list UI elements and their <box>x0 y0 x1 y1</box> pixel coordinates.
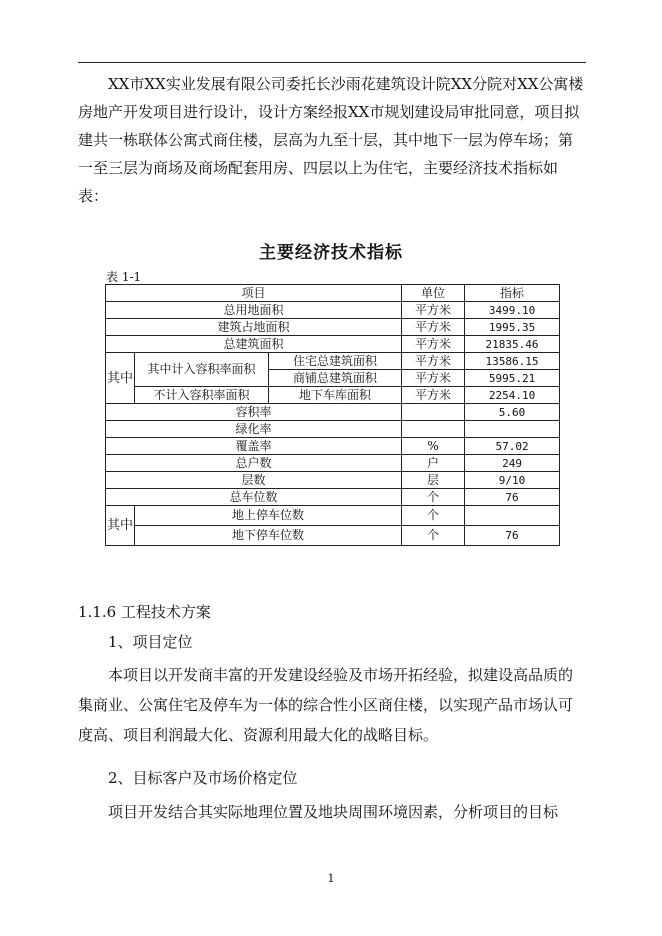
table-row <box>106 404 560 421</box>
row-unit <box>402 404 465 421</box>
header-value: 指标 <box>465 285 560 302</box>
table-row <box>106 421 560 438</box>
table-row <box>106 336 560 353</box>
row-label: 总建筑面积 <box>106 336 402 353</box>
row-unit: 个 <box>402 506 465 526</box>
header-rule <box>78 62 586 63</box>
page-number: 1 <box>327 872 335 885</box>
row-value: 57.02 <box>465 438 560 455</box>
row-value: 13586.15 <box>465 353 560 370</box>
header-unit: 单位 <box>402 285 465 302</box>
table-row <box>106 353 560 370</box>
row-unit: 平方米 <box>402 302 465 319</box>
table-row <box>106 526 560 546</box>
row-label: 覆盖率 <box>106 438 402 455</box>
row-unit: 个 <box>402 526 465 546</box>
table-row <box>106 319 560 336</box>
far-excluded-label: 不计入容积率面积 <box>135 387 269 404</box>
row-unit: % <box>402 438 465 455</box>
table-row <box>106 302 560 319</box>
row-label: 地下停车位数 <box>135 526 402 546</box>
table-row <box>106 455 560 472</box>
row-label: 住宅总建筑面积 <box>269 353 402 370</box>
row-value <box>465 506 560 526</box>
economic-indicators-table <box>105 284 560 546</box>
row-value: 249 <box>465 455 560 472</box>
row-label: 容积率 <box>106 404 402 421</box>
table-title: 主要经济技术指标 <box>259 243 403 263</box>
row-value: 1995.35 <box>465 319 560 336</box>
positioning-paragraph: 本项目以开发商丰富的开发建设经验及市场开拓经验，拟建设高品质的集商业、公寓住宅及停车为一体的综合性小区商住楼，以实现产品市场认可度高、项目利润最大化、资源利用最大化的战略目标。 <box>78 666 574 744</box>
row-unit: 户 <box>402 455 465 472</box>
row-value: 21835.46 <box>465 336 560 353</box>
group-label-qizhong: 其中 <box>106 506 135 546</box>
row-label: 地下车库面积 <box>269 387 402 404</box>
row-value: 5995.21 <box>465 370 560 387</box>
row-value: 76 <box>465 526 560 546</box>
subheading-target-market: 2、目标客户及市场价格定位 <box>108 769 298 787</box>
header-item: 项目 <box>106 285 402 302</box>
row-unit: 平方米 <box>402 387 465 404</box>
intro-paragraph: XX市XX实业发展有限公司委托长沙雨花建筑设计院XX分院对XX公寓楼房地产开发项目进行设计，设计方案经报XX市规划建设局审批同意，项目拟建共一栋联体公寓式商住楼，层高为九至十层，其中地下一层为停车场；第一至三层为商场及商场配套用房、四层以上为住宅，主要经济技术指标如表： <box>78 75 584 205</box>
table-row <box>106 506 560 526</box>
table-header-row <box>106 285 560 302</box>
table-row <box>106 387 560 404</box>
row-label: 地上停车位数 <box>135 506 402 526</box>
row-label: 总用地面积 <box>106 302 402 319</box>
row-value: 2254.10 <box>465 387 560 404</box>
subheading-positioning: 1、项目定位 <box>108 633 193 651</box>
row-label: 总车位数 <box>106 489 402 506</box>
row-unit: 平方米 <box>402 336 465 353</box>
row-value: 9/10 <box>465 472 560 489</box>
row-value: 3499.10 <box>465 302 560 319</box>
row-label: 层数 <box>106 472 402 489</box>
row-label: 商铺总建筑面积 <box>269 370 402 387</box>
row-value <box>465 421 560 438</box>
table-row <box>106 438 560 455</box>
row-unit <box>402 421 465 438</box>
row-value: 5.60 <box>465 404 560 421</box>
table-row <box>106 472 560 489</box>
row-unit: 平方米 <box>402 319 465 336</box>
row-unit: 平方米 <box>402 370 465 387</box>
row-value: 76 <box>465 489 560 506</box>
row-label: 总户数 <box>106 455 402 472</box>
target-paragraph: 项目开发结合其实际地理位置及地块周围环境因素，分析项目的目标 <box>108 803 559 821</box>
section-heading: 1.1.6 工程技术方案 <box>78 603 211 621</box>
far-included-label: 其中计入容积率面积 <box>135 353 269 387</box>
row-unit: 平方米 <box>402 353 465 370</box>
table-label: 表 1-1 <box>106 270 142 284</box>
row-label: 建筑占地面积 <box>106 319 402 336</box>
row-unit: 层 <box>402 472 465 489</box>
group-label-qizhong: 其中 <box>106 353 135 404</box>
row-label: 绿化率 <box>106 421 402 438</box>
table-row <box>106 489 560 506</box>
row-unit: 个 <box>402 489 465 506</box>
